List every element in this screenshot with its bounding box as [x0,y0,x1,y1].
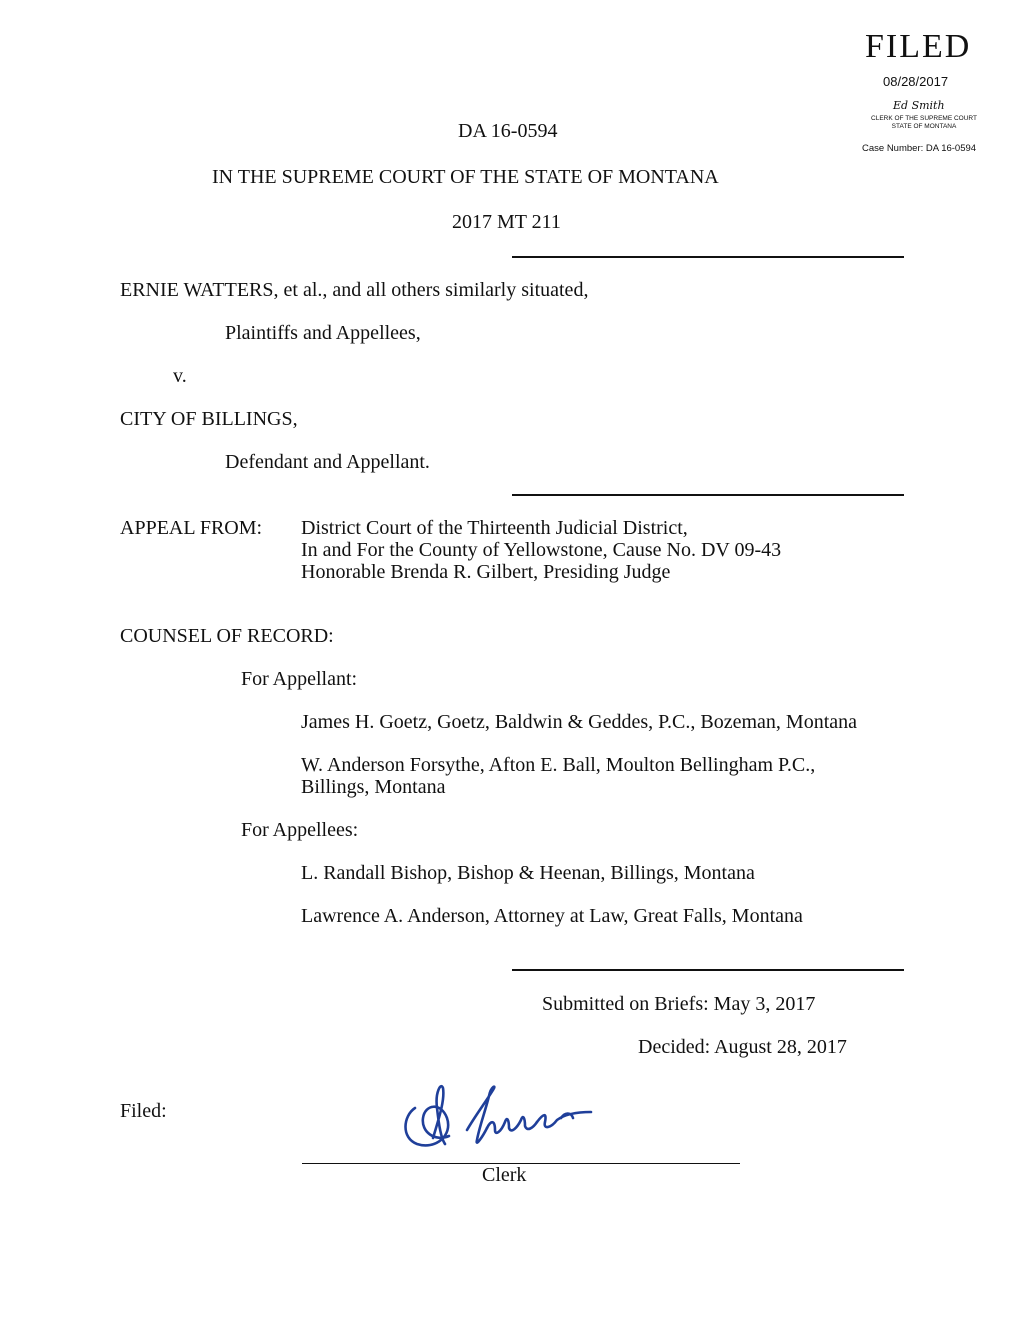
clerk-title-line-1: CLERK OF THE SUPREME COURT [871,115,977,122]
appellant-counsel-1: James H. Goetz, Goetz, Baldwin & Geddes, P.C., Bozeman, Montana [301,711,858,733]
appellant-counsel-2-line-2: Billings, Montana [301,776,446,798]
appeal-line-2: In and For the County of Yellowstone, Cause No. DV 09-43 [301,539,782,561]
divider-rule [512,256,904,258]
appeal-line-1: District Court of the Thirteenth Judicial District, [301,517,688,539]
plaintiff-role: Plaintiffs and Appellees, [225,322,421,344]
court-name: IN THE SUPREME COURT OF THE STATE OF MONTANA [212,166,719,188]
appellees-counsel-2: Lawrence A. Anderson, Attorney at Law, Great Falls, Montana [301,905,803,927]
defendant-name: CITY OF BILLINGS, [120,408,298,430]
clerk-label: Clerk [482,1164,527,1186]
filed-stamp-clerk-name: Ed Smith [893,99,945,112]
for-appellees-label: For Appellees: [241,819,359,841]
docket-number: DA 16-0594 [458,120,558,142]
appellees-counsel-1: L. Randall Bishop, Bishop & Heenan, Billings, Montana [301,862,755,884]
plaintiff-name: ERNIE WATTERS, et al., and all others similarly situated, [120,279,589,301]
filed-stamp-title: FILED [865,28,972,65]
appeal-line-3: Honorable Brenda R. Gilbert, Presiding Judge [301,561,671,583]
citation: 2017 MT 211 [452,211,561,233]
clerk-title-line-2: STATE OF MONTANA [891,123,957,130]
submitted-date: Submitted on Briefs: May 3, 2017 [542,993,816,1015]
for-appellant-label: For Appellant: [241,668,358,690]
decided-date: Decided: August 28, 2017 [638,1036,847,1058]
clerk-signature-icon [395,1078,605,1160]
filed-label: Filed: [120,1100,167,1122]
divider-rule [512,969,904,971]
filed-stamp-clerk-title [860,115,988,131]
versus: v. [173,365,187,387]
counsel-of-record-label: COUNSEL OF RECORD: [120,625,334,647]
appeal-from-label: APPEAL FROM: [120,517,263,539]
filed-stamp-case-number: Case Number: DA 16-0594 [862,143,977,154]
appellant-counsel-2-line-1: W. Anderson Forsythe, Afton E. Ball, Moulton Bellingham P.C., [301,754,816,776]
divider-rule [512,494,904,496]
filed-stamp-date: 08/28/2017 [883,74,949,89]
defendant-role: Defendant and Appellant. [225,451,430,473]
